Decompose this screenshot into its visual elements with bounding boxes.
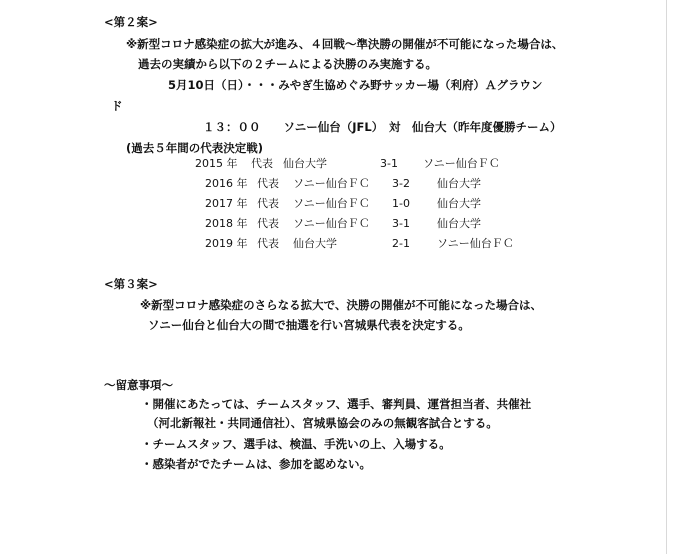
history-score: 2-1 [392, 237, 410, 250]
plan2-venue-line2: ド [111, 99, 123, 113]
plan2-venue-line1: 5月10日（日）・・・みやぎ生協めぐみ野サッカー場（利府）Ａグラウン [168, 78, 543, 92]
history-representative: ソニー仙台ＦＣ [293, 217, 370, 230]
history-label: 代表 [257, 197, 279, 210]
history-opponent: ソニー仙台ＦＣ [437, 237, 514, 250]
plan2-match-line: １３：００ ソニー仙台（JFL） 対 仙台大（昨年度優勝チーム） [203, 120, 562, 134]
history-year: 2018 年 [205, 217, 248, 230]
history-representative: ソニー仙台ＦＣ [293, 197, 370, 210]
history-score: 3-1 [392, 217, 410, 230]
notes-item3: ・感染者がでたチームは、参加を認めない。 [141, 457, 371, 471]
history-year: 2015 年 [195, 157, 238, 170]
plan3-note-line2: ソニー仙台と仙台大の間で抽選を行い宮城県代表を決定する。 [148, 318, 470, 332]
plan3-heading: <第３案> [104, 277, 158, 291]
history-representative: ソニー仙台ＦＣ [293, 177, 370, 190]
history-score: 3-2 [392, 177, 410, 190]
plan2-note-line1: ※新型コロナ感染症の拡大が進み、４回戦～準決勝の開催が不可能になった場合は、 [126, 37, 564, 51]
history-label: 代表 [257, 177, 279, 190]
history-opponent: 仙台大学 [437, 217, 481, 230]
history-score: 1-0 [392, 197, 410, 210]
plan2-heading: <第２案> [104, 15, 158, 29]
history-opponent: 仙台大学 [437, 197, 481, 210]
history-opponent: 仙台大学 [437, 177, 481, 190]
history-label: 代表 [257, 237, 279, 250]
plan3-note-line1: ※新型コロナ感染症のさらなる拡大で、決勝の開催が不可能になった場合は、 [140, 298, 542, 312]
history-label: 代表 [257, 217, 279, 230]
history-score: 3-1 [380, 157, 398, 170]
history-year: 2016 年 [205, 177, 248, 190]
notes-heading: ～留意事項～ [104, 378, 173, 392]
page-edge-divider [666, 0, 667, 554]
plan2-note-line2: 過去の実績から以下の２チームによる決勝のみ実施する。 [138, 57, 437, 71]
history-heading: (過去５年間の代表決定戦) [126, 141, 264, 155]
notes-item2: ・チームスタッフ、選手は、検温、手洗いの上、入場する。 [141, 437, 451, 451]
history-opponent: ソニー仙台ＦＣ [423, 157, 500, 170]
history-representative: 仙台大学 [293, 237, 337, 250]
notes-item1-line2: （河北新報社・共同通信社）、宮城県協会のみの無観客試合とする。 [147, 416, 498, 430]
history-label: 代表 [251, 157, 273, 170]
history-representative: 仙台大学 [283, 157, 327, 170]
notes-item1-line1: ・開催にあたっては、チームスタッフ、選手、審判員、運営担当者、共催社 [141, 397, 532, 411]
history-year: 2019 年 [205, 237, 248, 250]
history-year: 2017 年 [205, 197, 248, 210]
